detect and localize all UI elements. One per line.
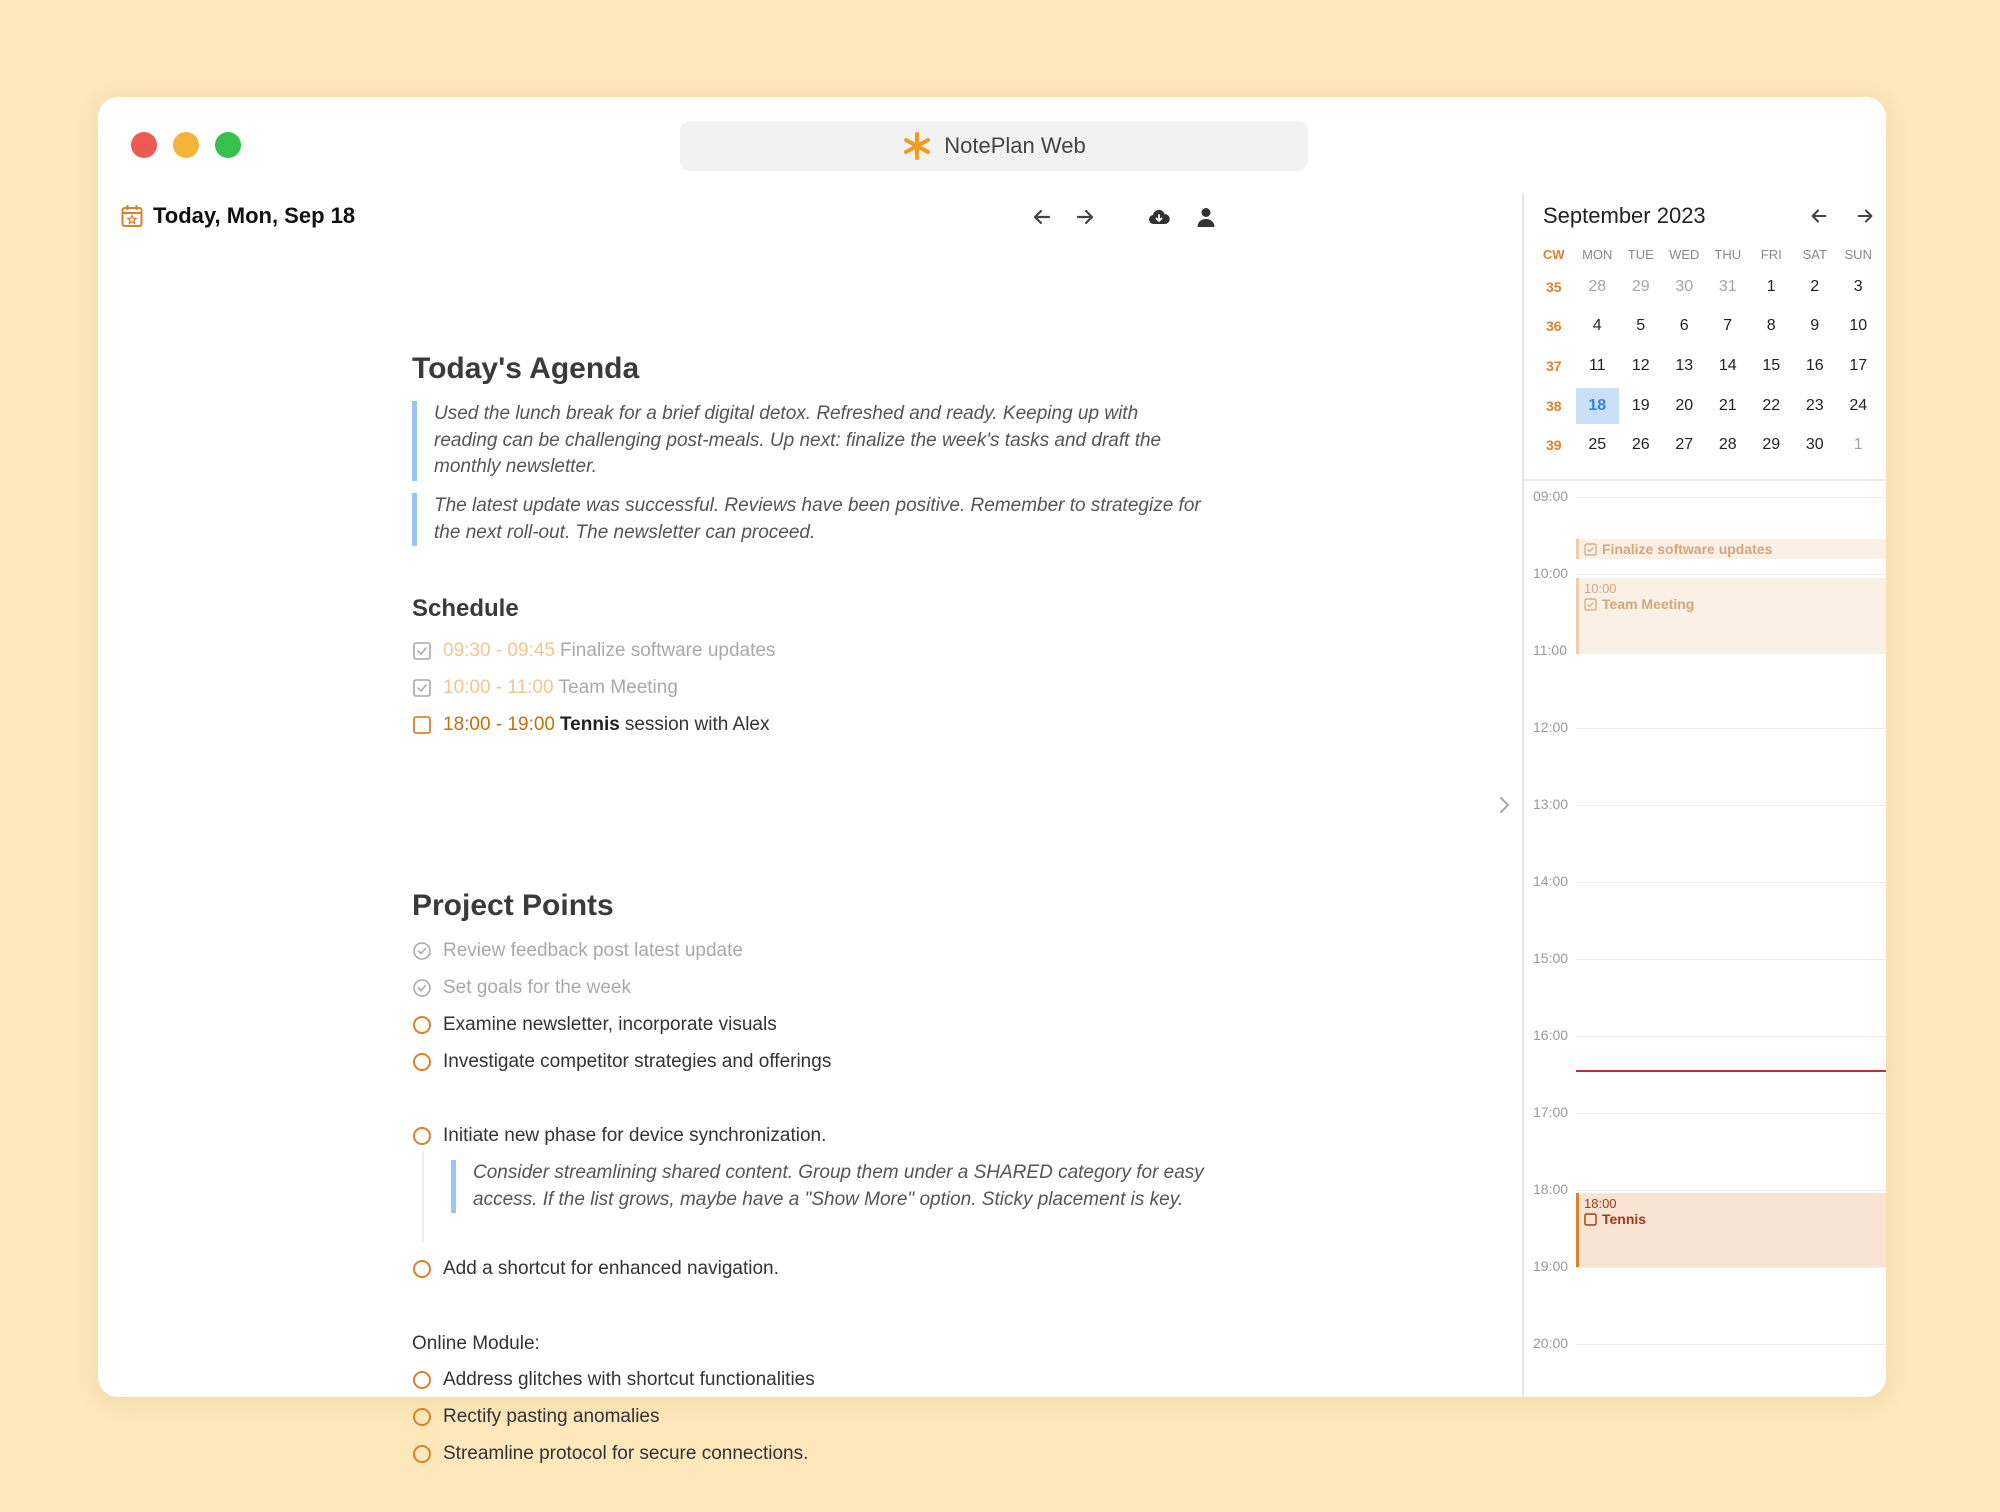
hour-label: 17:00 <box>1533 1104 1569 1120</box>
task-text: Add a shortcut for enhanced navigation. <box>443 1258 779 1279</box>
calendar-day[interactable]: 29 <box>1762 436 1781 454</box>
weekday-header: SUN <box>1844 247 1872 262</box>
hour-label: 14:00 <box>1533 873 1569 889</box>
calendar-day[interactable]: 4 <box>1592 317 1602 335</box>
calendar-week-number[interactable]: 38 <box>1545 397 1562 414</box>
calendar-day[interactable]: 9 <box>1810 317 1820 335</box>
calendar-day[interactable]: 27 <box>1675 436 1694 454</box>
task-item <box>412 938 743 964</box>
task-item <box>412 1441 808 1467</box>
schedule-text: Team Meeting <box>558 677 678 698</box>
calendar-day[interactable]: 31 <box>1718 277 1737 295</box>
mini-calendar <box>1532 247 1880 465</box>
minimize-window-button[interactable] <box>173 132 199 158</box>
note-date-header[interactable] <box>121 203 355 229</box>
account-button[interactable] <box>1194 205 1218 229</box>
chevron-right-icon[interactable] <box>1495 793 1515 817</box>
hour-line <box>1576 1036 1886 1037</box>
sidebar-divider <box>1522 193 1524 1397</box>
calendar-day[interactable]: 12 <box>1631 356 1650 374</box>
completed-task-icon[interactable] <box>412 941 432 961</box>
current-time-indicator <box>1576 1070 1886 1072</box>
schedule-item <box>412 675 678 701</box>
task-text: Investigate competitor strategies and offerings <box>443 1051 832 1072</box>
calendar-week-row <box>1532 386 1880 426</box>
schedule-time: 09:30 - 09:45 <box>443 640 555 661</box>
close-window-button[interactable] <box>131 132 157 158</box>
calendar-day[interactable]: 8 <box>1766 317 1776 335</box>
hour-label: 20:00 <box>1533 1335 1569 1351</box>
maximize-window-button[interactable] <box>215 132 241 158</box>
hour-line <box>1576 805 1886 806</box>
next-day-button[interactable] <box>1073 205 1097 229</box>
online-module-label: Online Module: <box>412 1333 540 1354</box>
open-task-icon[interactable] <box>412 1370 432 1390</box>
calendar-day-today[interactable]: 18 <box>1576 388 1620 424</box>
calendar-day[interactable]: 30 <box>1675 277 1694 295</box>
task-item <box>412 1049 831 1075</box>
hour-label: 10:00 <box>1533 565 1569 581</box>
heading-agenda: Today's Agenda <box>412 352 640 385</box>
task-item <box>412 1123 826 1149</box>
calendar-day[interactable]: 6 <box>1679 317 1689 335</box>
schedule-time: 10:00 - 11:00 <box>443 677 554 698</box>
hour-label: 18:00 <box>1533 1181 1569 1197</box>
calendar-day[interactable]: 16 <box>1805 356 1824 374</box>
open-task-icon[interactable] <box>412 1052 432 1072</box>
event-title: Tennis <box>1602 1211 1647 1227</box>
window-title: NotePlan Web <box>944 133 1086 158</box>
open-task-icon[interactable] <box>412 1444 432 1464</box>
calendar-day[interactable]: 3 <box>1853 277 1863 295</box>
calendar-day[interactable]: 13 <box>1675 356 1694 374</box>
user-icon <box>1194 205 1218 229</box>
event-time: 18:00 <box>1584 1196 1617 1211</box>
calendar-star-icon <box>121 204 143 228</box>
hour-label: 09:00 <box>1533 488 1569 504</box>
hour-line <box>1576 1344 1886 1345</box>
task-text: Initiate new phase for device synchronization. <box>443 1125 827 1146</box>
hour-line <box>1576 1267 1886 1268</box>
event-time: 10:00 <box>1584 581 1617 596</box>
calendar-day[interactable]: 22 <box>1762 396 1781 414</box>
schedule-time: 18:00 - 19:00 <box>443 714 555 735</box>
hour-line <box>1576 959 1886 960</box>
indent-guide <box>422 1151 424 1243</box>
weekday-header: SAT <box>1802 247 1827 262</box>
hour-line <box>1576 882 1886 883</box>
hour-line <box>1576 1113 1886 1114</box>
hour-label: 13:00 <box>1533 796 1569 812</box>
calendar-week-row <box>1532 425 1880 465</box>
weekday-header: TUE <box>1627 247 1654 262</box>
checked-box-icon[interactable] <box>412 678 432 698</box>
task-text: Set goals for the week <box>443 977 631 998</box>
calendar-week-number[interactable]: 39 <box>1545 437 1562 454</box>
calendar-event[interactable] <box>1576 578 1886 654</box>
calendar-day[interactable]: 23 <box>1805 396 1824 414</box>
schedule-text: Finalize software updates <box>559 640 776 661</box>
weekday-header: FRI <box>1760 247 1782 262</box>
calendar-week-row <box>1532 267 1880 307</box>
address-bar[interactable] <box>680 121 1308 171</box>
open-task-icon[interactable] <box>412 1126 432 1146</box>
hour-line <box>1576 574 1886 575</box>
hour-label: 11:00 <box>1533 642 1567 658</box>
hour-line <box>1576 728 1886 729</box>
schedule-text: session with Alex <box>624 714 770 735</box>
calendar-day[interactable]: 10 <box>1849 317 1868 335</box>
calendar-week-number[interactable]: 35 <box>1545 278 1562 295</box>
completed-task-icon[interactable] <box>412 978 432 998</box>
app-window <box>98 97 1886 1464</box>
hour-label: 15:00 <box>1533 950 1569 966</box>
calendar-month-title: September 2023 <box>1543 203 1706 228</box>
hour-line <box>1576 1190 1886 1191</box>
calendar-divider <box>1524 479 1886 481</box>
schedule-bold-text: Tennis <box>559 714 620 735</box>
calendar-day[interactable]: 25 <box>1588 436 1607 454</box>
checked-box-icon <box>1584 543 1597 556</box>
event-title: Team Meeting <box>1602 596 1695 612</box>
calendar-day[interactable]: 17 <box>1849 356 1868 374</box>
weekday-header: THU <box>1714 247 1742 262</box>
heading-schedule: Schedule <box>412 595 519 622</box>
weekday-header: MON <box>1582 247 1613 262</box>
calendar-day[interactable]: 1 <box>1853 436 1863 454</box>
weekday-header-row <box>1532 247 1880 267</box>
task-item <box>412 975 631 1001</box>
arrow-right-icon <box>1073 205 1097 229</box>
checked-box-icon <box>1584 598 1597 611</box>
calendar-event[interactable] <box>1576 1193 1886 1267</box>
cloud-sync-button[interactable] <box>1147 205 1171 229</box>
heading-project-points: Project Points <box>412 889 614 922</box>
task-text: Rectify pasting anomalies <box>443 1406 660 1427</box>
hour-label: 16:00 <box>1533 1027 1569 1043</box>
task-item <box>412 1404 660 1430</box>
calendar-day[interactable]: 19 <box>1631 396 1650 414</box>
calendar-day[interactable]: 15 <box>1762 356 1781 374</box>
calendar-day[interactable]: 2 <box>1810 277 1820 295</box>
calendar-week-number[interactable]: 37 <box>1545 357 1562 374</box>
schedule-item <box>412 638 775 664</box>
calendar-day[interactable]: 11 <box>1588 356 1606 374</box>
calendar-week-number[interactable]: 36 <box>1545 318 1562 335</box>
calendar-day[interactable]: 1 <box>1766 277 1776 295</box>
noteplan-logo-icon <box>902 131 932 161</box>
agenda-quote-2: The latest update was successful. Reviews have been positive. Remember to strategize for the next roll-out. The newsletter can proceed. <box>412 493 1202 546</box>
task-item <box>412 1012 777 1038</box>
hour-line <box>1576 497 1886 498</box>
arrow-left-icon <box>1030 205 1054 229</box>
event-title: Finalize software updates <box>1602 541 1773 557</box>
calendar-day[interactable]: 5 <box>1636 317 1646 335</box>
calendar-day[interactable]: 30 <box>1805 436 1824 454</box>
checkbox-icon <box>1584 1213 1597 1226</box>
note-date-title: Today, Mon, Sep 18 <box>153 203 356 228</box>
schedule-item <box>412 712 770 738</box>
calendar-day[interactable]: 28 <box>1588 277 1607 295</box>
task-text: Streamline protocol for secure connections. <box>443 1443 809 1464</box>
calendar-day[interactable]: 28 <box>1718 436 1737 454</box>
hour-label: 19:00 <box>1533 1258 1569 1274</box>
calendar-next-month-button[interactable] <box>1854 205 1876 227</box>
calendar-day[interactable]: 21 <box>1718 396 1737 414</box>
calendar-prev-month-button[interactable] <box>1808 205 1830 227</box>
task-text: Address glitches with shortcut functionalities <box>443 1369 815 1390</box>
calendar-event[interactable] <box>1576 539 1886 559</box>
calendar-week-row <box>1532 307 1880 347</box>
checked-box-icon[interactable] <box>412 641 432 661</box>
previous-day-button[interactable] <box>1030 205 1054 229</box>
open-task-icon[interactable] <box>412 1015 432 1035</box>
calendar-day[interactable]: 7 <box>1723 317 1733 335</box>
task-item <box>412 1367 815 1393</box>
calendar-day[interactable]: 24 <box>1849 396 1868 414</box>
calendar-day[interactable]: 14 <box>1718 356 1737 374</box>
calendar-week-row <box>1532 346 1880 386</box>
open-task-icon[interactable] <box>412 1259 432 1279</box>
agenda-quote-1: Used the lunch break for a brief digital detox. Refreshed and ready. Keeping up with reading can be challenging post-meals. Up next: finalize the week's tasks and draft the monthly newsletter. <box>412 401 1202 481</box>
task-text: Review feedback post latest update <box>443 940 743 961</box>
cloud-download-icon <box>1147 205 1171 229</box>
task-text: Examine newsletter, incorporate visuals <box>443 1014 777 1035</box>
calendar-day[interactable]: 26 <box>1631 436 1650 454</box>
calendar-day[interactable]: 29 <box>1631 277 1650 295</box>
weekday-header: CW <box>1542 247 1565 262</box>
sync-quote: Consider streamlining shared content. Group them under a SHARED category for easy access. If the list grows, maybe have a "Show More" option. Sticky placement is key. <box>451 1160 1211 1213</box>
task-item <box>412 1256 779 1282</box>
hour-label: 12:00 <box>1533 719 1569 735</box>
weekday-header: WED <box>1669 247 1700 262</box>
open-task-icon[interactable] <box>412 1407 432 1427</box>
calendar-day[interactable]: 20 <box>1675 396 1694 414</box>
checkbox-icon[interactable] <box>412 715 432 735</box>
